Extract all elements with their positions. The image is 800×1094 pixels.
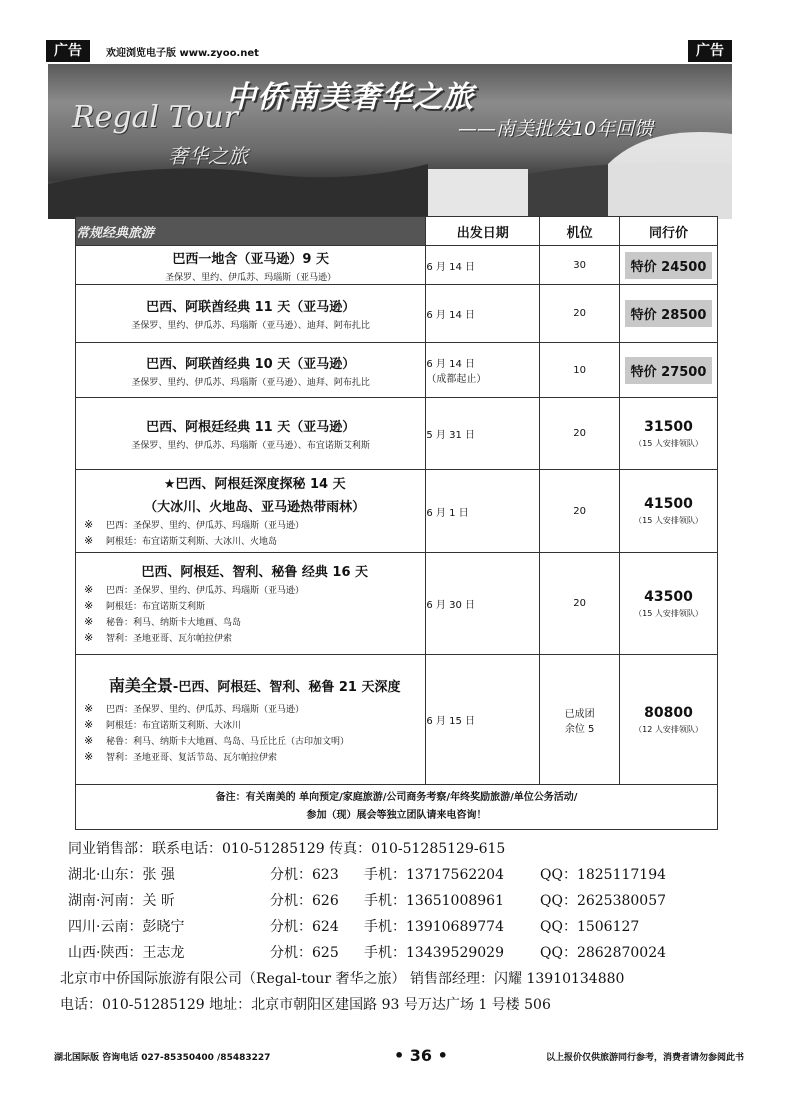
table-row bbox=[76, 655, 718, 785]
ad-label-right: 广告 bbox=[688, 40, 732, 62]
note-line-2: 参加（现）展会等独立团队请来电咨询！ bbox=[306, 810, 487, 821]
tour-route: 圣保罗、里约、伊瓜苏、玛瑙斯（亚马逊）、迪拜、阿布扎比 bbox=[131, 377, 370, 388]
tour-seats: 20 bbox=[540, 398, 620, 470]
star-icon: ★ bbox=[163, 476, 176, 492]
mark-icon: ※ bbox=[84, 734, 94, 747]
tour-date-note: （成都起止） bbox=[426, 374, 487, 385]
tour-name: 巴西一地含（亚马逊）9 天 bbox=[172, 251, 329, 267]
brand-cn: 奢华之旅 bbox=[168, 144, 248, 168]
table-row bbox=[76, 470, 718, 553]
contact-row bbox=[68, 864, 738, 890]
tour-seats: 已成团 bbox=[564, 708, 595, 720]
contact-region: 湖南·河南：关 昕 bbox=[68, 893, 175, 909]
route-line: 巴西：圣保罗、里约、伊瓜苏、玛瑙斯（亚马逊） bbox=[106, 520, 305, 531]
mark-icon: ※ bbox=[84, 630, 94, 644]
tour-name-big: 南美全景 bbox=[108, 676, 173, 695]
tour-price: 43500 bbox=[644, 588, 693, 605]
tour-price: 31500 bbox=[644, 418, 693, 435]
contact-mobile[interactable]: 手机：13651008961 bbox=[364, 893, 504, 909]
contact-region: 四川·云南：彭晓宁 bbox=[68, 919, 185, 935]
tour-price-note: （12 人安排领队） bbox=[634, 724, 703, 734]
tour-seats: 30 bbox=[540, 246, 620, 285]
tour-name: 巴西、阿根廷深度探秘 14 天 bbox=[175, 476, 346, 492]
route-line: 秘鲁：利马、纳斯卡大地画、鸟岛、马丘比丘（古印加文明） bbox=[106, 737, 350, 747]
route-line: 智利：圣地亚哥、瓦尔帕拉伊索 bbox=[106, 633, 233, 644]
contact-qq[interactable]: QQ：1825117194 bbox=[540, 867, 667, 883]
table-row bbox=[76, 398, 718, 470]
note-row bbox=[76, 785, 718, 830]
top-bar bbox=[46, 40, 732, 64]
tour-seats-left: 余位 5 bbox=[564, 723, 595, 735]
contact-region: 湖北·山东：张 强 bbox=[68, 867, 175, 883]
tour-date: 6 月 15 日 bbox=[426, 655, 540, 785]
tour-table bbox=[75, 216, 718, 830]
tour-price-note: （15 人安排领队） bbox=[634, 438, 703, 448]
contact-row bbox=[68, 942, 738, 968]
route-line: 阿根廷：布宜诺斯艾利斯 bbox=[106, 601, 206, 612]
tour-route: 圣保罗、里约、伊瓜苏、玛瑙斯（亚马逊）、布宜诺斯艾利斯 bbox=[131, 441, 370, 451]
welcome-text[interactable]: 欢迎浏览电子版 www.zyoo.net bbox=[106, 48, 259, 59]
contact-row bbox=[68, 890, 738, 916]
tour-date: 5 月 31 日 bbox=[426, 398, 540, 470]
table-row bbox=[76, 285, 718, 343]
tour-price-note: （15 人安排领队） bbox=[634, 608, 703, 618]
banner-image bbox=[48, 64, 732, 219]
contact-region: 山西·陕西：王志龙 bbox=[68, 945, 185, 961]
mark-icon: ※ bbox=[84, 702, 94, 715]
banner-subtitle: ——南美批发10年回馈 bbox=[458, 118, 654, 140]
route-line: 阿根廷：布宜诺斯艾利斯、大冰川 bbox=[106, 721, 242, 731]
footer-left: 湖北国际版 咨询电话 027-85350400 /85483227 bbox=[54, 1053, 271, 1063]
route-line: 巴西：圣保罗、里约、伊瓜苏、玛瑙斯（亚马逊） bbox=[106, 585, 305, 596]
contact-ext: 分机：623 bbox=[270, 867, 339, 883]
mark-icon: ※ bbox=[84, 582, 94, 596]
footer-right: 以上报价仅供旅游同行参考，消费者请勿参阅此书 bbox=[545, 1053, 744, 1063]
tour-seats: 20 bbox=[540, 470, 620, 553]
tour-seats: 20 bbox=[540, 553, 620, 655]
sales-phone-line: 同业销售部：联系电话：010-51285129 传真：010-51285129-615 bbox=[68, 841, 506, 857]
tour-price: 特价 27500 bbox=[625, 357, 713, 384]
contact-mobile[interactable]: 手机：13717562204 bbox=[364, 867, 504, 883]
contact-section bbox=[60, 838, 738, 1020]
table-header bbox=[76, 217, 718, 246]
tour-price: 特价 28500 bbox=[625, 300, 713, 327]
table-row bbox=[76, 343, 718, 398]
route-line: 秘鲁：利马、纳斯卡大地画、鸟岛 bbox=[106, 617, 242, 628]
page-number: • 36 • bbox=[394, 1046, 448, 1065]
route-line: 阿根廷：布宜诺斯艾利斯、大冰川、火地岛 bbox=[106, 536, 278, 547]
tour-date: 6 月 14 日 bbox=[426, 359, 475, 370]
mark-icon: ※ bbox=[84, 750, 94, 763]
mark-icon: ※ bbox=[84, 614, 94, 628]
contact-ext: 分机：626 bbox=[270, 893, 339, 909]
tour-route: 圣保罗、里约、伊瓜苏、玛瑙斯（亚马逊） bbox=[165, 272, 337, 283]
contact-row bbox=[68, 916, 738, 942]
company-line: 北京市中侨国际旅游有限公司（Regal-tour 奢华之旅） 销售部经理：闪耀 13910134880 bbox=[60, 971, 625, 987]
tour-price-note: （15 人安排领队） bbox=[634, 516, 703, 525]
mark-icon: ※ bbox=[84, 718, 94, 731]
tour-name: -巴西、阿根廷、智利、秘鲁 21 天深度 bbox=[172, 680, 401, 695]
category-header: 常规经典旅游 bbox=[76, 217, 426, 246]
table-row bbox=[76, 246, 718, 285]
route-line: 智利：圣地亚哥、复活节岛、瓦尔帕拉伊索 bbox=[106, 753, 278, 763]
tour-name: 巴西、阿联酋经典 11 天（亚马逊） bbox=[146, 300, 356, 315]
contact-qq[interactable]: QQ：2625380057 bbox=[540, 893, 667, 909]
tour-date: 6 月 14 日 bbox=[426, 246, 540, 285]
tour-seats: 10 bbox=[540, 343, 620, 398]
contact-mobile[interactable]: 手机：13910689774 bbox=[364, 919, 504, 935]
tour-route: 圣保罗、里约、伊瓜苏、玛瑙斯（亚马逊）、迪拜、阿布扎比 bbox=[131, 321, 370, 331]
page-footer bbox=[54, 1046, 744, 1070]
route-line: 巴西：圣保罗、里约、伊瓜苏、玛瑙斯（亚马逊） bbox=[106, 705, 305, 715]
tour-name-sub: （大冰川、火地岛、亚马逊热带雨林） bbox=[144, 499, 366, 515]
brand-logo: Regal Tour bbox=[72, 100, 238, 135]
col-seats: 机位 bbox=[540, 217, 620, 246]
tour-name: 巴西、阿根廷经典 11 天（亚马逊） bbox=[146, 420, 356, 435]
contact-ext: 分机：624 bbox=[270, 919, 339, 935]
mark-icon: ※ bbox=[84, 517, 94, 531]
contact-ext: 分机：625 bbox=[270, 945, 339, 961]
tour-date: 6 月 30 日 bbox=[426, 553, 540, 655]
address-line: 电话：010-51285129 地址：北京市朝阳区建国路 93 号万达广场 1 号楼 506 bbox=[60, 997, 551, 1013]
mark-icon: ※ bbox=[84, 533, 94, 547]
tour-name: 巴西、阿联酋经典 10 天（亚马逊） bbox=[146, 356, 356, 372]
ad-label-left: 广告 bbox=[46, 40, 90, 62]
banner-title: 中侨南美奢华之旅 bbox=[226, 80, 474, 115]
tour-name: 巴西、阿根廷、智利、秘鲁 经典 16 天 bbox=[141, 564, 369, 580]
contact-qq[interactable]: QQ：1506127 bbox=[540, 919, 640, 935]
table-row bbox=[76, 553, 718, 655]
col-date: 出发日期 bbox=[426, 217, 540, 246]
contact-mobile[interactable]: 手机：13439529029 bbox=[364, 945, 504, 961]
tour-seats: 20 bbox=[540, 285, 620, 343]
tour-date: 6 月 1 日 bbox=[426, 470, 540, 553]
tour-price: 41500 bbox=[644, 496, 693, 512]
col-price: 同行价 bbox=[620, 217, 718, 246]
tour-price: 特价 24500 bbox=[625, 252, 713, 279]
note-line-1: 备注：有关南美的 单向预定/家庭旅游/公司商务考察/年终奖励旅游/单位公务活动/ bbox=[215, 792, 578, 803]
contact-qq[interactable]: QQ：2862870024 bbox=[540, 945, 667, 961]
tour-price: 80800 bbox=[644, 704, 693, 721]
mark-icon: ※ bbox=[84, 598, 94, 612]
tour-date: 6 月 14 日 bbox=[426, 285, 540, 343]
